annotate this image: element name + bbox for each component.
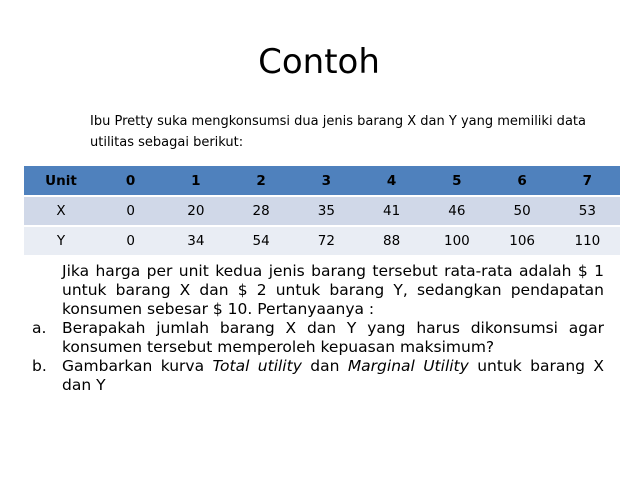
header-cell: 4 bbox=[359, 166, 424, 196]
list-item bbox=[32, 319, 604, 357]
header-cell: 6 bbox=[490, 166, 555, 196]
list-marker: b. bbox=[32, 357, 47, 375]
list-item-text: Berapakah jumlah barang X dan Y yang harus dikonsumsi agar konsumen tersebut memperoleh kepuasan maksimum? bbox=[62, 319, 604, 356]
header-cell: 1 bbox=[163, 166, 228, 196]
header-cell: 5 bbox=[424, 166, 489, 196]
slide-title: Contoh bbox=[258, 42, 380, 82]
table-cell: 28 bbox=[229, 196, 294, 226]
table-cell: 46 bbox=[424, 196, 489, 226]
list-item-text-part: untuk barang X dan Y bbox=[62, 357, 604, 394]
header-cell: 0 bbox=[98, 166, 163, 196]
header-cell: Unit bbox=[24, 166, 98, 196]
table-cell: 50 bbox=[490, 196, 555, 226]
table-cell: 0 bbox=[98, 196, 163, 226]
table-header-row bbox=[24, 166, 620, 196]
table-cell: 54 bbox=[229, 226, 294, 255]
table-cell: X bbox=[24, 196, 98, 226]
table-cell: 35 bbox=[294, 196, 359, 226]
intro-text: Ibu Pretty suka mengkonsumsi dua jenis barang X dan Y yang memiliki data utilitas sebagai berikut: bbox=[90, 114, 586, 150]
header-cell: 3 bbox=[294, 166, 359, 196]
table-cell: 72 bbox=[294, 226, 359, 255]
emphasis-text: Marginal Utility bbox=[347, 357, 469, 375]
table-cell: 100 bbox=[424, 226, 489, 255]
table-row bbox=[24, 196, 620, 226]
table-cell: 110 bbox=[555, 226, 620, 255]
utility-table bbox=[24, 166, 620, 255]
table-cell: 41 bbox=[359, 196, 424, 226]
table-cell: 53 bbox=[555, 196, 620, 226]
header-cell: 7 bbox=[555, 166, 620, 196]
question-body bbox=[32, 262, 604, 395]
table-cell: 0 bbox=[98, 226, 163, 255]
list-item bbox=[32, 357, 604, 395]
table-cell: 88 bbox=[359, 226, 424, 255]
table-cell: 20 bbox=[163, 196, 228, 226]
table-cell: 34 bbox=[163, 226, 228, 255]
question-paragraph: Jika harga per unit kedua jenis barang tersebut rata-rata adalah $ 1 untuk barang X dan $ 2 untuk barang Y, sedangkan pendapatan konsumen sebesar $ 10. Pertanyaanya : bbox=[62, 262, 604, 318]
table-cell: 106 bbox=[490, 226, 555, 255]
header-cell: 2 bbox=[229, 166, 294, 196]
list-marker: a. bbox=[32, 319, 47, 337]
table-row bbox=[24, 226, 620, 255]
emphasis-text: Total utility bbox=[212, 357, 302, 375]
list-item-text-part: dan bbox=[301, 357, 348, 375]
list-item-text-part: Gambarkan kurva bbox=[62, 357, 213, 375]
table-cell: Y bbox=[24, 226, 98, 255]
